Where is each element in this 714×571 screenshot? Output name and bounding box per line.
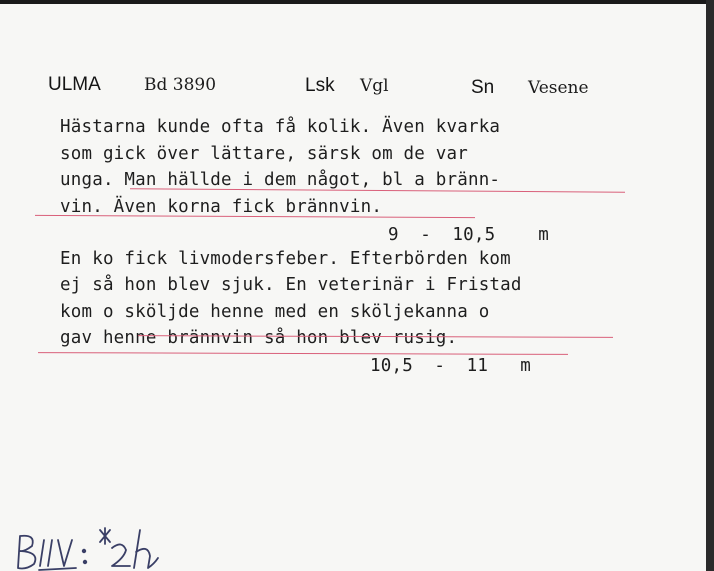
lsk-value: Vgl [360,76,389,96]
archive-code: ULMA [48,74,101,95]
archive-reference: Bd 3890 [144,75,217,95]
lsk-label: Lsk [305,75,335,96]
page-range: 10,5 - 11 m [370,356,532,376]
sn-value: Vesene [528,78,589,98]
text-line: vin. Även korna fick brännvin. [60,197,383,217]
text-line: unga. Man hällde i dem något, bl a bränn- [60,170,501,190]
index-card [0,4,709,571]
text-line: som gick över lättare, särsk om de var [60,144,468,164]
text-line: En ko fick livmodersfeber. Efterbörden kom [60,249,511,269]
handwritten-signature [14,524,174,571]
text-line: gav henne brännvin så hon blev rusig. [60,328,458,348]
underline-mark [38,352,568,355]
text-line: kom o sköljde henne med en sköljekanna o [60,302,490,322]
scan-edge [706,0,714,571]
sn-label: Sn [471,77,495,98]
text-line: Hästarna kunde ofta få kolik. Även kvarka [60,117,501,137]
page-range: 9 - 10,5 m [388,225,550,245]
text-line: ej så hon blev sjuk. En veterinär i Fristad [60,275,522,295]
